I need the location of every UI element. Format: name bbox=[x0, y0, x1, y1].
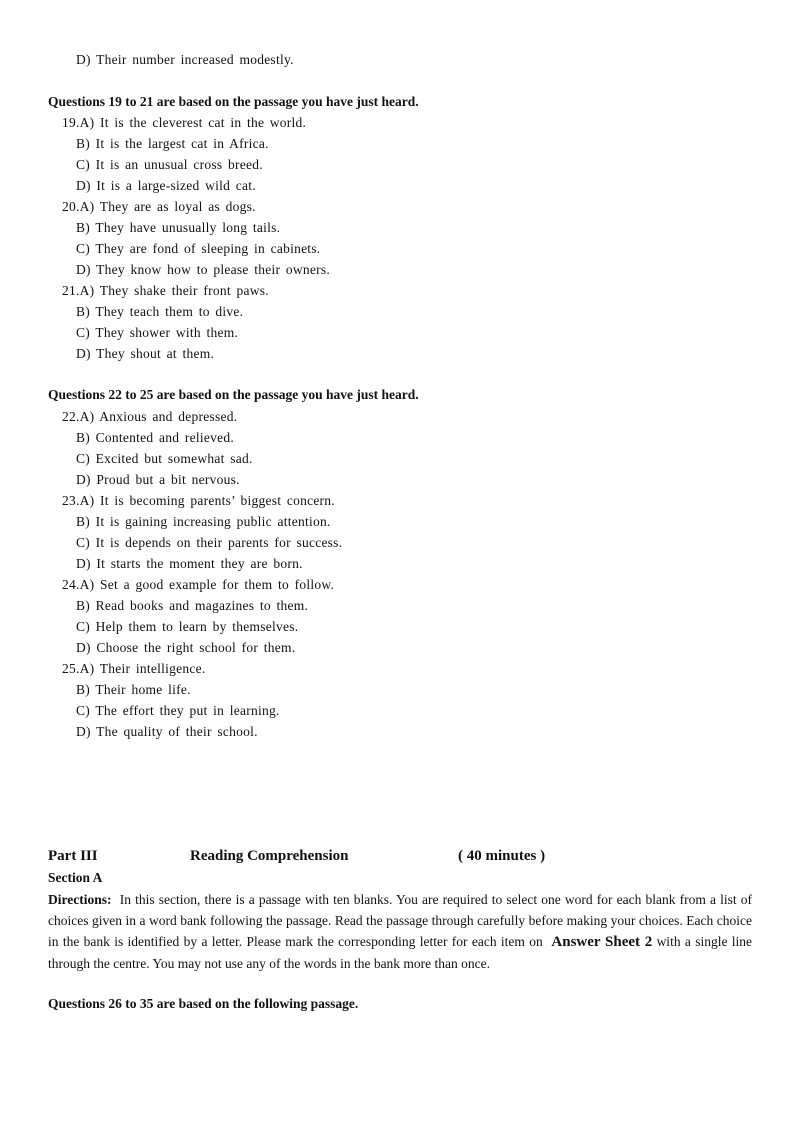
option-text: A) It is the cleverest cat in the world. bbox=[79, 115, 307, 130]
question-19-option-a bbox=[62, 115, 306, 131]
question-22-option-d: D) Proud but a bit nervous. bbox=[76, 472, 240, 487]
part-title: Reading Comprehension bbox=[190, 848, 349, 864]
question-25-option-c: C) The effort they put in learning. bbox=[76, 703, 280, 718]
option-text: A) Set a good example for them to follow. bbox=[79, 577, 335, 592]
question-20-option-a bbox=[62, 199, 256, 215]
question-number: 25. bbox=[62, 661, 80, 676]
question-23-option-d: D) It starts the moment they are born. bbox=[76, 556, 303, 571]
question-19-option-c: C) It is an unusual cross breed. bbox=[76, 157, 263, 172]
question-number: 21. bbox=[62, 283, 80, 298]
question-number: 20. bbox=[62, 199, 80, 214]
directions-end: with a single line through the centre. You may not use any of the words in the bank more than once. bbox=[48, 934, 753, 971]
question-21-option-d: D) They shout at them. bbox=[76, 346, 215, 361]
question-22-option-a bbox=[62, 409, 237, 425]
question-number: 23. bbox=[62, 493, 80, 508]
directions-text: In this section, there is a passage with ten blanks. You are required to select one word for each blank from a list of choices given in a word bank following the passage. Read the passage through carefully before making your choices. Each choice in the bank is identified by a letter. Please mark the corresponding letter for each item on bbox=[48, 892, 752, 949]
question-number: 24. bbox=[62, 577, 80, 592]
question-20-option-b: B) They have unusually long tails. bbox=[76, 220, 281, 235]
option-text: A) Their intelligence. bbox=[79, 661, 206, 676]
option-text: A) Anxious and depressed. bbox=[79, 409, 238, 424]
question-23-option-a bbox=[62, 493, 335, 509]
question-23-option-b: B) It is gaining increasing public attention. bbox=[76, 514, 331, 529]
directions-paragraph bbox=[48, 889, 752, 974]
answer-sheet-label: Answer Sheet 2 bbox=[551, 934, 653, 950]
option-text: A) They shake their front paws. bbox=[79, 283, 269, 298]
section-label: Section A bbox=[48, 870, 103, 885]
question-22-option-c: C) Excited but somewhat sad. bbox=[76, 451, 253, 466]
question-24-option-c: C) Help them to learn by themselves. bbox=[76, 619, 299, 634]
question-24-option-b: B) Read books and magazines to them. bbox=[76, 598, 309, 613]
option-text: A) It is becoming parents’ biggest concern. bbox=[79, 493, 335, 508]
question-19-option-b: B) It is the largest cat in Africa. bbox=[76, 136, 269, 151]
directions-label: Directions: bbox=[48, 892, 112, 907]
part-duration: ( 40 minutes ) bbox=[458, 848, 546, 864]
question-21-option-b: B) They teach them to dive. bbox=[76, 304, 244, 319]
option-text: A) They are as loyal as dogs. bbox=[79, 199, 256, 214]
question-24-option-a bbox=[62, 577, 334, 593]
question-25-option-a bbox=[62, 661, 205, 677]
question-21-option-a bbox=[62, 283, 269, 299]
question-number: 22. bbox=[62, 409, 80, 424]
question-number: 19. bbox=[62, 115, 80, 130]
question-20-option-d: D) They know how to please their owners. bbox=[76, 262, 330, 277]
question-22-option-b: B) Contented and relieved. bbox=[76, 430, 234, 445]
question-21-option-c: C) They shower with them. bbox=[76, 325, 239, 340]
question-25-option-b: B) Their home life. bbox=[76, 682, 191, 697]
part-label: Part III bbox=[48, 848, 98, 864]
option-18-d: D) Their number increased modestly. bbox=[76, 52, 294, 67]
question-25-option-d: D) The quality of their school. bbox=[76, 724, 258, 739]
question-23-option-c: C) It is depends on their parents for success. bbox=[76, 535, 343, 550]
question-20-option-c: C) They are fond of sleeping in cabinets. bbox=[76, 241, 321, 256]
question-19-option-d: D) It is a large-sized wild cat. bbox=[76, 178, 256, 193]
section-heading-22-25: Questions 22 to 25 are based on the passage you have just heard. bbox=[48, 387, 419, 402]
section-heading-19-21: Questions 19 to 21 are based on the passage you have just heard. bbox=[48, 94, 419, 109]
passage-heading: Questions 26 to 35 are based on the following passage. bbox=[48, 996, 359, 1011]
question-24-option-d: D) Choose the right school for them. bbox=[76, 640, 296, 655]
